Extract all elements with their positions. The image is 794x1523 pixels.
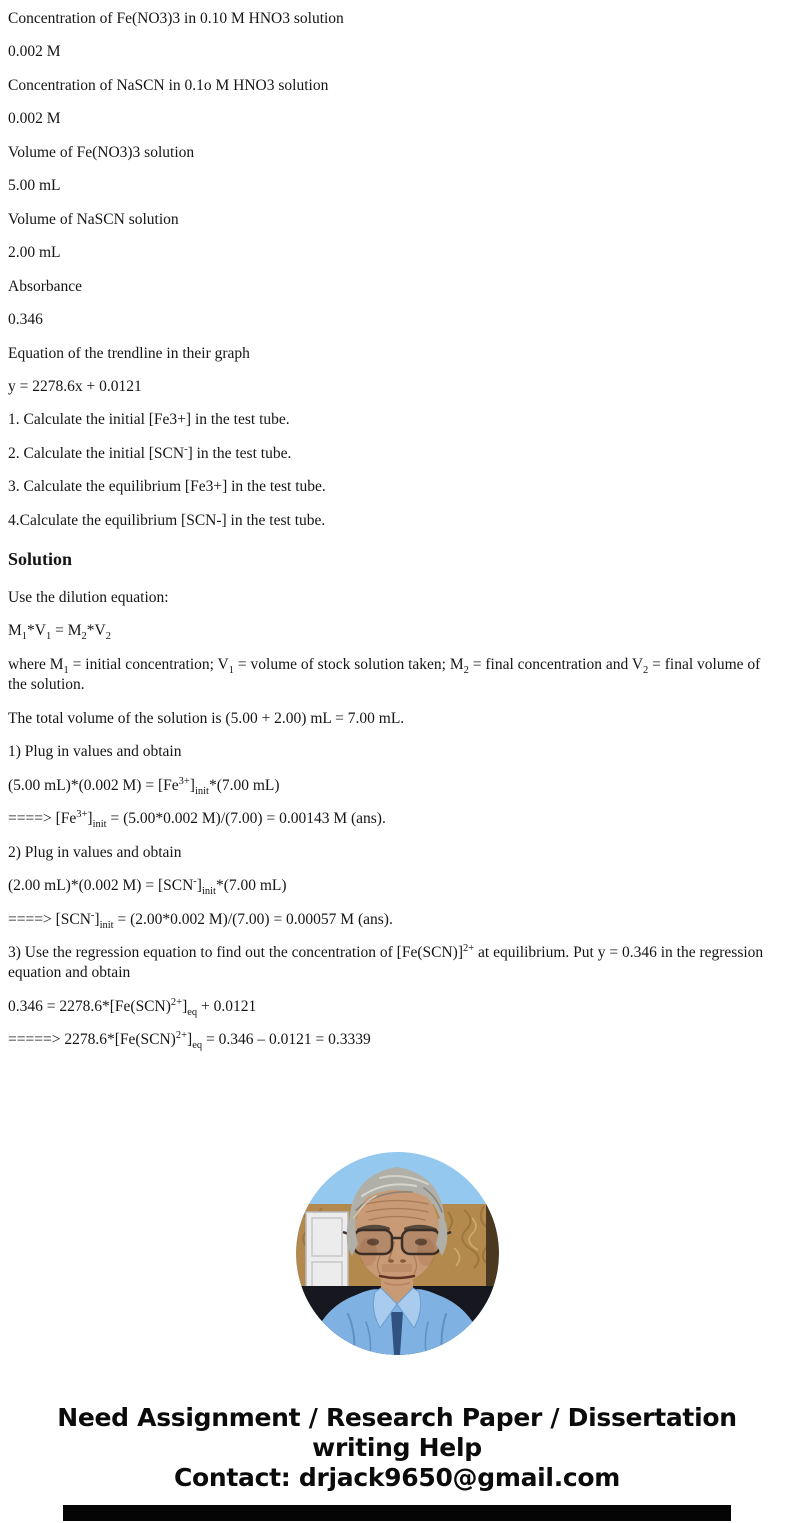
footer-contact-email: Contact: drjack9650@gmail.com: [173, 1463, 621, 1492]
paragraph: Equation of the trendline in their graph: [8, 344, 250, 362]
paragraph: The total volume of the solution is (5.00 + 2.00) mL = 7.00 mL.: [8, 709, 405, 727]
paragraph: where $M_1$ = initial concentration; $V_1$ = volume of stock solution taken; $M_2$ = final concentration and $V_2$ = final volume of the solution.: [8, 655, 761, 694]
paragraph: ====> $[Fe^{3+}]_{init} = (5.00*0.002$ M)/(7.00) = 0.00143 M (ans).: [8, 809, 386, 831]
footer-help-banner: [0, 1403, 794, 1493]
tutor-photo: [296, 1152, 499, 1355]
paragraph: 5.00 mL: [8, 177, 61, 195]
photo-right-frame-edge: [486, 1204, 499, 1354]
paragraph: 4.Calculate the equilibrium [SCN-] in the test tube.: [8, 511, 326, 529]
paragraph: 1) Plug in values and obtain: [8, 743, 182, 761]
footer-line-1: Need Assignment / Research Paper / Dissertation: [57, 1403, 737, 1432]
paragraph: 2.00 mL: [8, 244, 61, 262]
paragraph: 2) Plug in values and obtain: [8, 843, 182, 861]
paragraph: $0.346 = 2278.6*[Fe(SCN)^{2+}]_{eq} + 0.0121$: [8, 996, 257, 1018]
paragraph: y = 2278.6x + 0.0121: [8, 377, 142, 395]
paragraph: Absorbance: [8, 277, 83, 295]
paragraph: 0.002 M: [8, 110, 61, 128]
paragraph: Concentration of Fe(NO3)3 in 0.10 M HNO3 solution: [8, 10, 344, 27]
paragraph: 0.346: [8, 311, 43, 329]
footer-line-2: writing Help: [312, 1433, 482, 1462]
paragraph: (5.00 mL)*(0.002 $M) = [Fe^{3+}]_{init}*(7.00$ mL): [8, 775, 280, 797]
bottom-black-bar: [63, 1505, 731, 1521]
paragraph: =====> $2278.6*[Fe(SCN)^{2+}]_{eq} = 0.346 - 0.0121 = 0.3339$: [8, 1030, 371, 1052]
paragraph: ====> $[SCN^-]_{init} = (2.00*0.002$ M)/(7.00) = 0.00057 M (ans).: [8, 909, 393, 931]
paragraph: 0.002 M: [8, 43, 61, 61]
paragraph: (2.00 mL)*(0.002 $M) = [SCN^-]_{init}*(7.00$ mL): [8, 875, 287, 898]
paragraph: Concentration of NaSCN in 0.1o M HNO3 solution: [8, 76, 329, 94]
paragraph: $M_1*V_1 = M_2*V_2$: [8, 622, 111, 643]
paragraph: 3) Use the regression equation to find out the concentration of $[Fe(SCN)]^{2+}$ at equilibrium. Put y = 0.346 in the regression equation and obtain: [8, 942, 764, 982]
paragraph: Volume of Fe(NO3)3 solution: [8, 143, 195, 161]
paragraph: 1. Calculate the initial [Fe3+] in the test tube.: [8, 411, 290, 429]
paragraph: Use the dilution equation:: [8, 589, 169, 606]
section-heading: Solution: [8, 549, 73, 570]
paragraph: 3. Calculate the equilibrium [Fe3+] in the test tube.: [8, 478, 326, 496]
person-photo-illustration: [296, 1152, 499, 1355]
document-body: [8, 9, 772, 1064]
paragraph: 2. Calculate the initial [SCN-] in the test tube.: [8, 443, 292, 462]
paragraph: Volume of NaSCN solution: [8, 210, 179, 228]
